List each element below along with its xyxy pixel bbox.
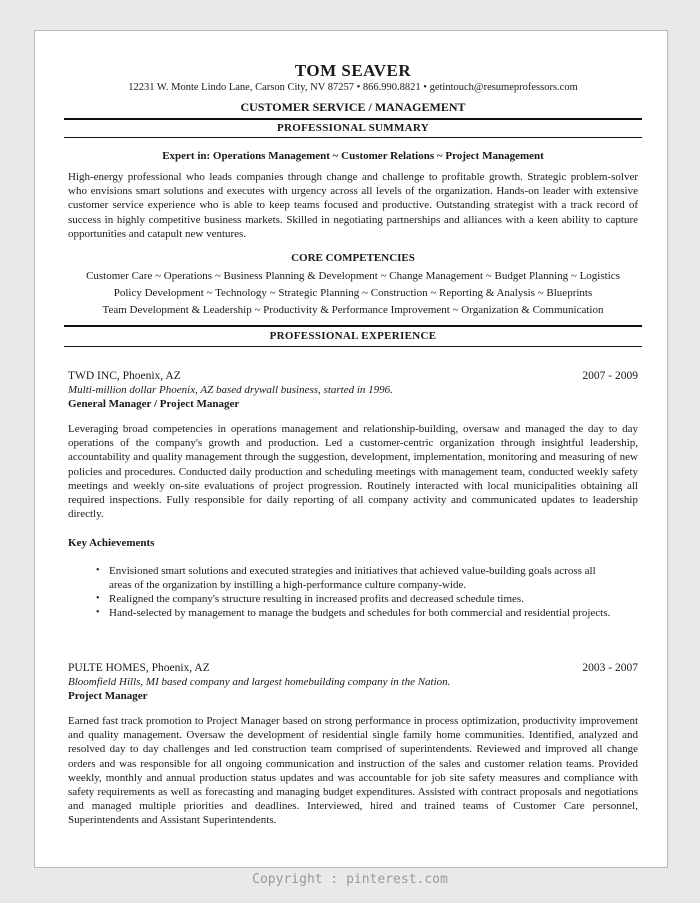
job-paragraph: Earned fast track promotion to Project Manager based on strong performance in process optimization, productivity improvement and quality management. Oversaw the development of residential single family home communities. Identified, analyzed and resolved day to day challenges and led construction team comprised of superintendents. Reviewed and improved all change orders and was responsible for all ongoing communication and instruction of the sales and customer relation teams. Provided weekly, monthly and annual production status updates and was accountable for job site safety measures and compliance with safety requirements as well as forecasting and managing budget expenditures. Assisted with contract proposals and negotiations and managed multiple priorities and deadlines. Interviewed, hired and trained teams of Customer Care personnel, Superintendents and Assistant Superintendents.	[68, 715, 638, 827]
resume-headline: CUSTOMER SERVICE / MANAGEMENT	[240, 100, 466, 114]
contact-info: 12231 W. Monte Lindo Lane, Carson City, NV 87257 • 866.990.8821 • getintouch@resumeprofessors.com	[128, 82, 578, 93]
job-company: TWD INC, Phoenix, AZ	[68, 370, 181, 382]
bullet-icon: •	[96, 593, 100, 604]
achievement-text: Realigned the company's structure resulting in increased profits and decreased schedule times.	[109, 593, 524, 605]
bullet-icon: •	[96, 565, 100, 576]
job-dates: 2007 - 2009	[582, 370, 638, 382]
divider	[64, 346, 642, 347]
job-description: Multi-million dollar Phoenix, AZ based drywall business, started in 1996.	[68, 384, 393, 396]
job-title: Project Manager	[68, 690, 148, 702]
list-item	[96, 564, 619, 592]
job-paragraph: Leveraging broad competencies in operations management and relationship-building, oversaw and managed the day to day operations of the company's growth and production. Led a customer-centric organization through insightful leadership, accountability and quality management through the suggestion, development, implementation, monitoring and measuring of new policies and procedures. Conducted daily production and scheduling meetings with management team, conducted weekly safety meetings and weekly on-site evaluations of project progression. Routinely interacted with local municipalities obtaining all required inspections. Fully responsible for daily reporting of all company activity and communicated updates to leadership directly.	[68, 423, 638, 521]
divider	[64, 118, 642, 120]
list-item	[96, 592, 619, 606]
copyright-watermark: Copyright : pinterest.com	[252, 872, 448, 887]
achievement-text: Hand-selected by management to manage the budgets and schedules for both commercial and residential projects.	[109, 607, 611, 619]
section-title-experience: PROFESSIONAL EXPERIENCE	[269, 330, 437, 342]
job-description: Bloomfield Hills, MI based company and largest homebuilding company in the Nation.	[68, 676, 451, 688]
competency-line: Policy Development ~ Technology ~ Strategic Planning ~ Construction ~ Reporting & Analysis ~ Blueprints	[113, 287, 593, 299]
divider	[64, 137, 642, 138]
key-achievements-title: Key Achievements	[68, 537, 155, 549]
bullet-icon: •	[96, 607, 100, 618]
competency-line: Customer Care ~ Operations ~ Business Planning & Development ~ Change Management ~ Budget Planning ~ Logistics	[86, 270, 620, 282]
core-competencies-title: CORE COMPETENCIES	[291, 252, 415, 264]
achievements-list	[96, 564, 619, 620]
list-item	[96, 606, 619, 620]
competency-line: Team Development & Leadership ~ Productivity & Performance Improvement ~ Organization & Communication	[102, 304, 604, 316]
resume-page	[34, 30, 668, 868]
summary-paragraph: High-energy professional who leads companies through change and challenge to profitable growth. Strategic problem-solver who envisions smart solutions and executes with urgency across all levels of the organization. Hands-on leader with extensive customer service experience who is able to keep teams focused and productive. Outstanding strategist with a track record of success in highly competitive business markets. Skilled in negotiating partnerships and alliances with a keen ability to capture opportunities and catapult new ventures.	[68, 171, 638, 240]
job-company: PULTE HOMES, Phoenix, AZ	[68, 662, 210, 674]
section-title-summary: PROFESSIONAL SUMMARY	[277, 122, 429, 134]
achievement-text: Envisioned smart solutions and executed strategies and initiatives that achieved value-building goals across all areas of the organization by instilling a high-performance culture company-wide.	[109, 565, 596, 591]
job-title: General Manager / Project Manager	[68, 398, 240, 410]
divider	[64, 325, 642, 327]
expert-in-line: Expert in: Operations Management ~ Customer Relations ~ Project Management	[162, 150, 544, 162]
job-dates: 2003 - 2007	[582, 662, 638, 674]
candidate-name: TOM SEAVER	[294, 61, 412, 80]
